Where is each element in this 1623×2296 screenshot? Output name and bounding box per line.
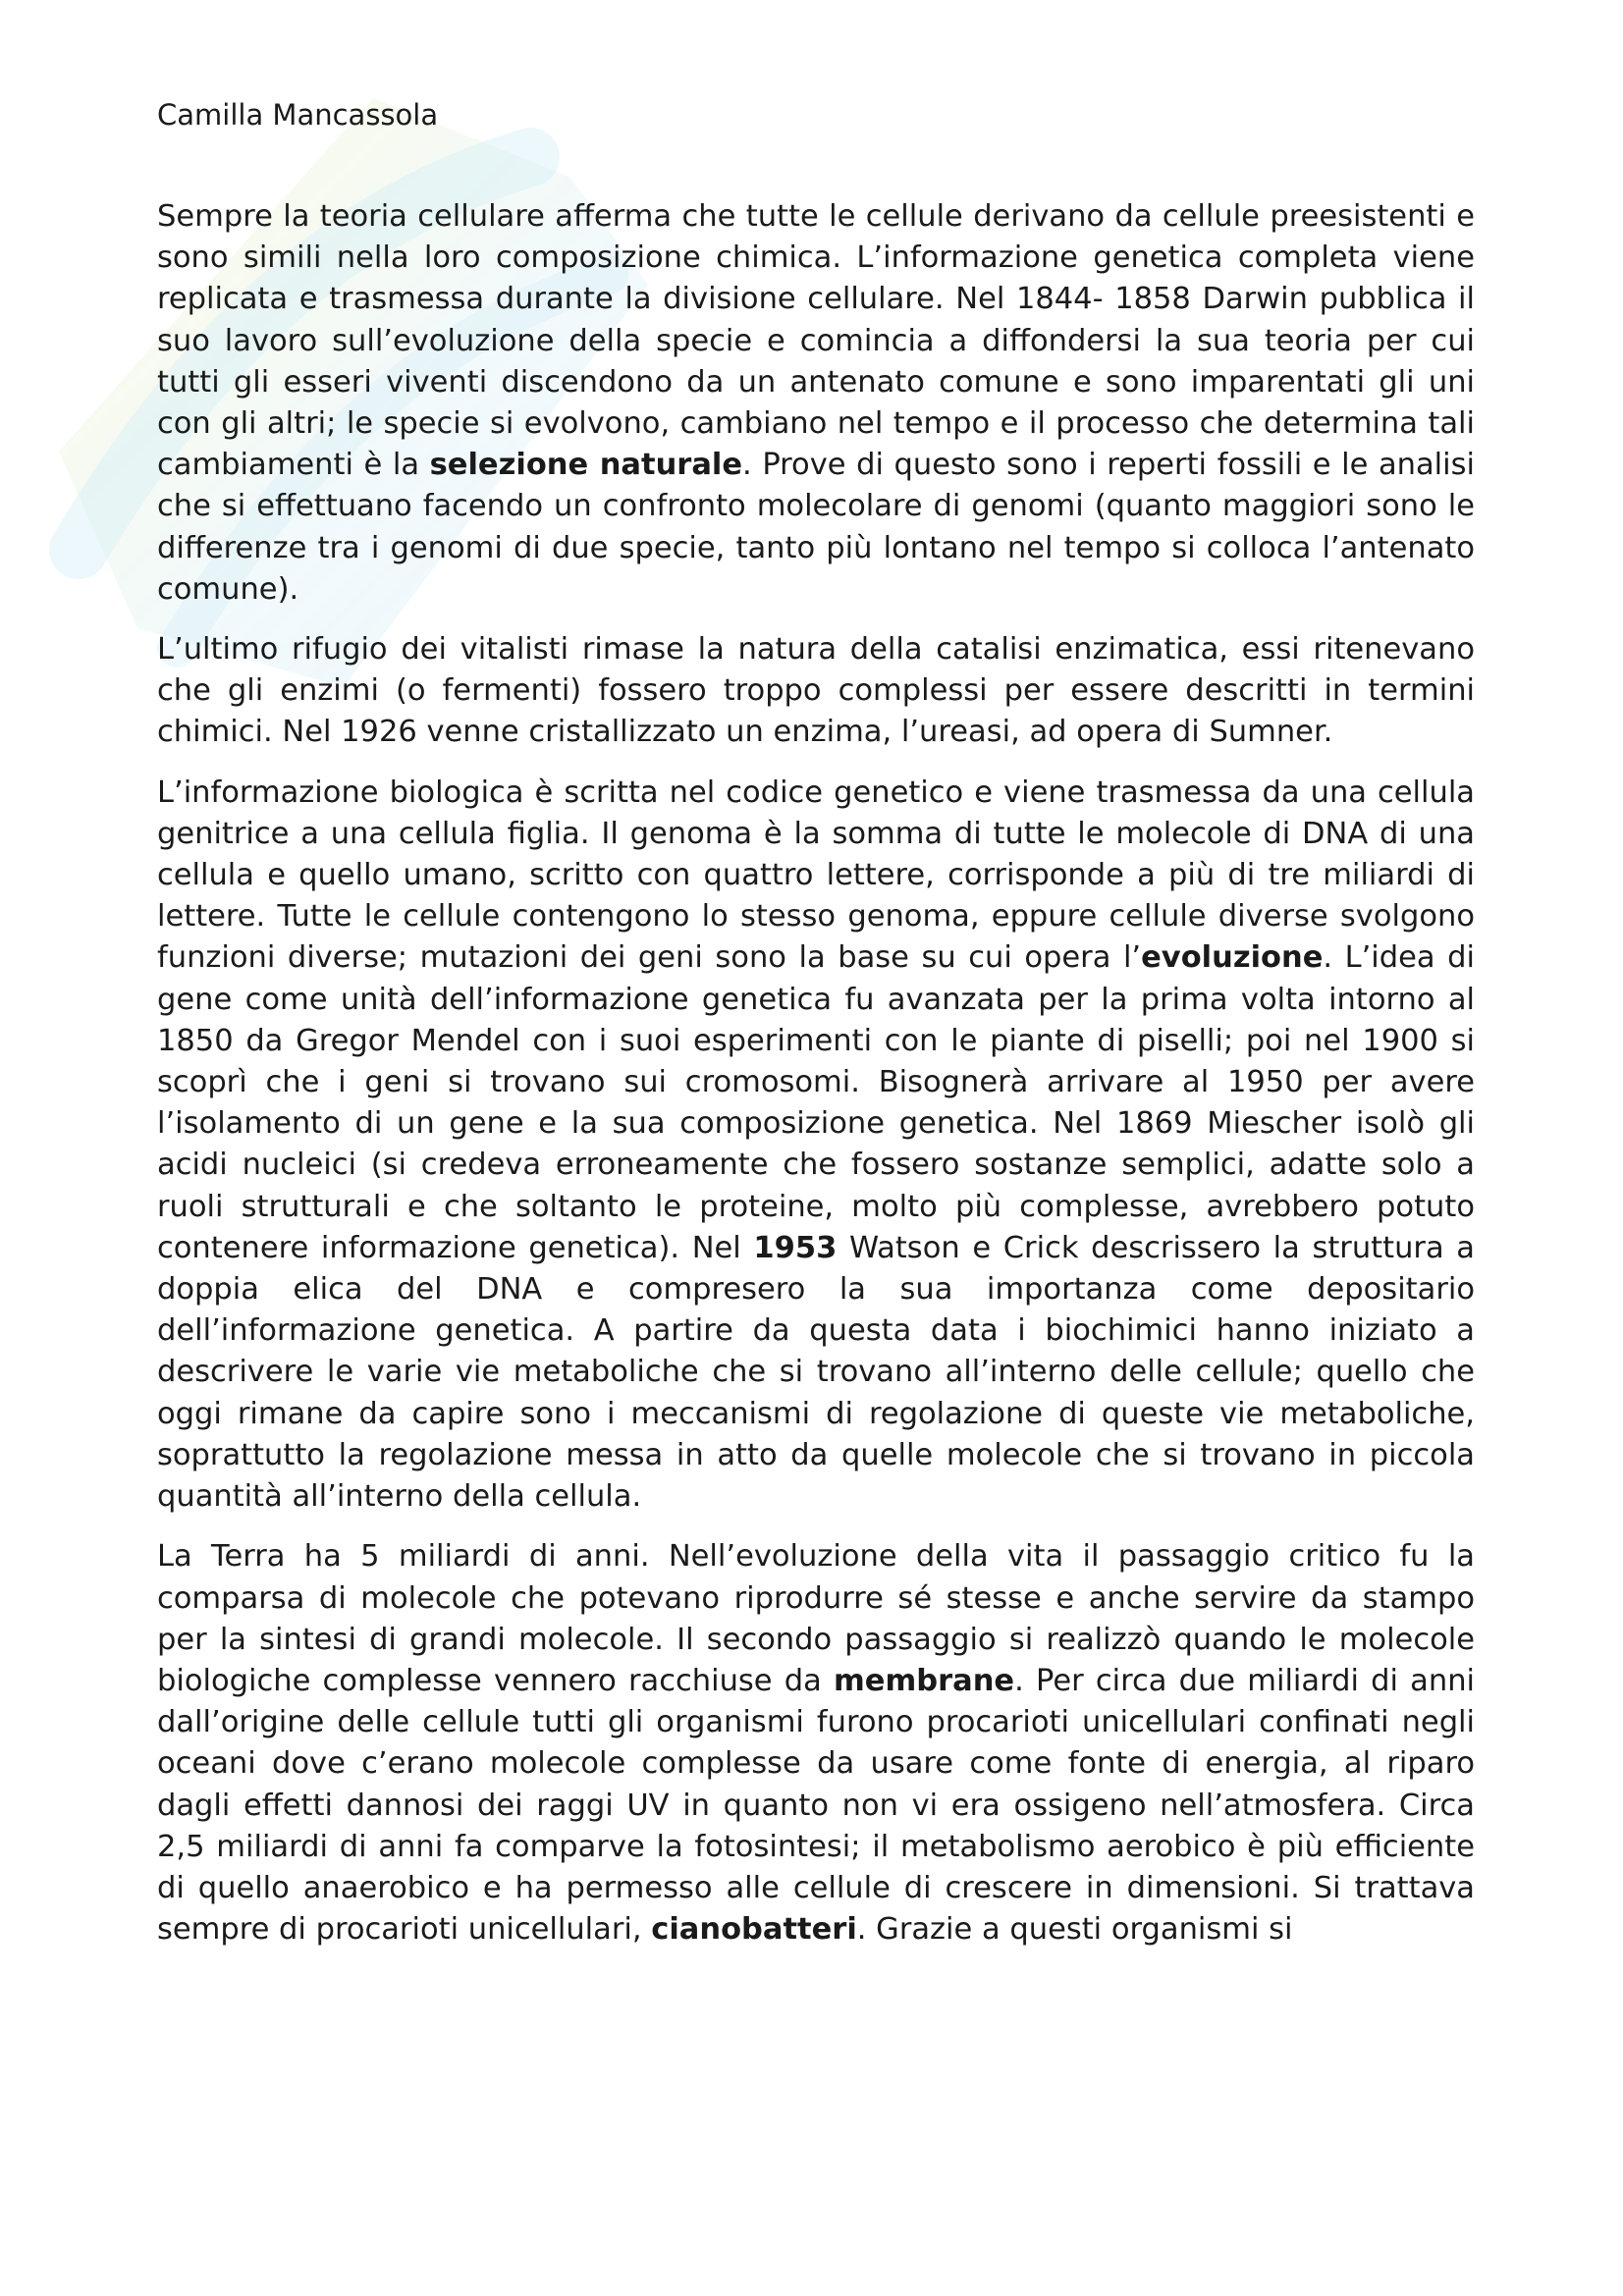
bold-term: selezione naturale bbox=[429, 448, 743, 483]
text-run: Sempre la teoria cellulare afferma che tutte le cellule derivano da cellule preesistenti e sono simili nella loro composizione chimica. L’informazione genetica completa viene replicata e trasmessa durante la divisione cellulare. Nel 1844- 1858 Darwin pubblica il suo lavoro sull’evoluzione della specie e comincia a diffondersi la sua teoria per cui tutti gli esseri viventi discendono da un antenato comune e sono imparentati gli uni con gli altri; le specie si evolvono, cambiano nel tempo e il processo che determina tali cambiamenti è la bbox=[157, 199, 1475, 483]
text-run: . Grazie a questi organismi si bbox=[856, 1912, 1293, 1948]
bold-term: cianobatteri bbox=[651, 1912, 857, 1948]
text-run: Watson e Crick descrissero la struttura a doppia elica del DNA e compresero la sua importanza come depositario dell’informazione genetica. A partire da questa data i biochimici hanno iniziato a descrivere le varie vie metaboliche che si trovano all’interno delle cellule; quello che oggi rimane da capire sono i meccanismi di regolazione di queste vie metaboliche, soprattutto la regolazione messa in atto da quelle molecole che si trovano in piccola quantità all’interno della cellula. bbox=[157, 1230, 1475, 1515]
paragraph bbox=[157, 1536, 1475, 1950]
text-run: La Terra ha 5 miliardi di anni. Nell’evoluzione della vita il passaggio critico fu la comparsa di molecole che potevano riprodurre sé stesse e anche servire da stampo per la sintesi di grandi molecole. Il secondo passaggio si realizzò quando le molecole biologiche complesse vennero racchiuse da bbox=[157, 1539, 1475, 1698]
paragraph bbox=[157, 196, 1475, 611]
author-name: Camilla Mancassola bbox=[157, 98, 439, 132]
paragraph bbox=[157, 773, 1475, 1519]
bold-term: evoluzione bbox=[1141, 940, 1324, 976]
text-run: . L’idea di gene come unità dell’informazione genetica fu avanzata per la prima volta intorno al 1850 da Gregor Mendel con i suoi esperimenti con le piante di piselli; poi nel 1900 si scoprì che i geni si trovano sui cromosomi. Bisognerà arrivare al 1950 per avere l’isolamento di un gene e la sua composizione genetica. Nel 1869 Miescher isolò gli acidi nucleici (si credeva erroneamente che fossero sostanze semplici, adatte solo a ruoli strutturali e che soltanto le proteine, molto più complesse, avrebbero potuto contenere informazione genetica). Nel bbox=[157, 940, 1475, 1265]
text-run: . Per circa due miliardi di anni dall’origine delle cellule tutti gli organismi furono procarioti unicellulari confinati negli oceani dove c’erano molecole complesse da usare come fonte di energia, al riparo dagli effetti dannosi dei raggi UV in quanto non vi era ossigeno nell’atmosfera. Circa 2,5 miliardi di anni fa comparve la fotosintesi; il metabolismo aerobico è più efficiente di quello anaerobico e ha permesso alle cellule di crescere in dimensioni. Si trattava sempre di procarioti unicellulari, bbox=[157, 1663, 1475, 1948]
document-page bbox=[157, 94, 1475, 1969]
text-run: L’informazione biologica è scritta nel codice genetico e viene trasmessa da una cellula genitrice a una cellula figlia. Il genoma è la somma di tutte le molecole di DNA di una cellula e quello umano, scritto con quattro lettere, corrisponde a più di tre miliardi di lettere. Tutte le cellule contengono lo stesso genoma, eppure cellule diverse svolgono funzioni diverse; mutazioni dei geni sono la base su cui opera l’ bbox=[157, 774, 1475, 976]
bold-term: 1953 bbox=[753, 1230, 838, 1265]
document-body bbox=[157, 196, 1475, 1950]
bold-term: membrane bbox=[834, 1663, 1015, 1698]
paragraph bbox=[157, 629, 1475, 754]
text-run: . Prove di questo sono i reperti fossili e le analisi che si effettuano facendo un confronto molecolare di genomi (quanto maggiori sono le differenze tra i genomi di due specie, tanto più lontano nel tempo si colloca l’antenato comune). bbox=[157, 448, 1475, 607]
text-run: L’ultimo rifugio dei vitalisti rimase la natura della catalisi enzimatica, essi ritenevano che gli enzimi (o fermenti) fossero troppo complessi per essere descritti in termini chimici. Nel 1926 venne cristallizzato un enzima, l’ureasi, ad opera di Sumner. bbox=[157, 632, 1475, 750]
